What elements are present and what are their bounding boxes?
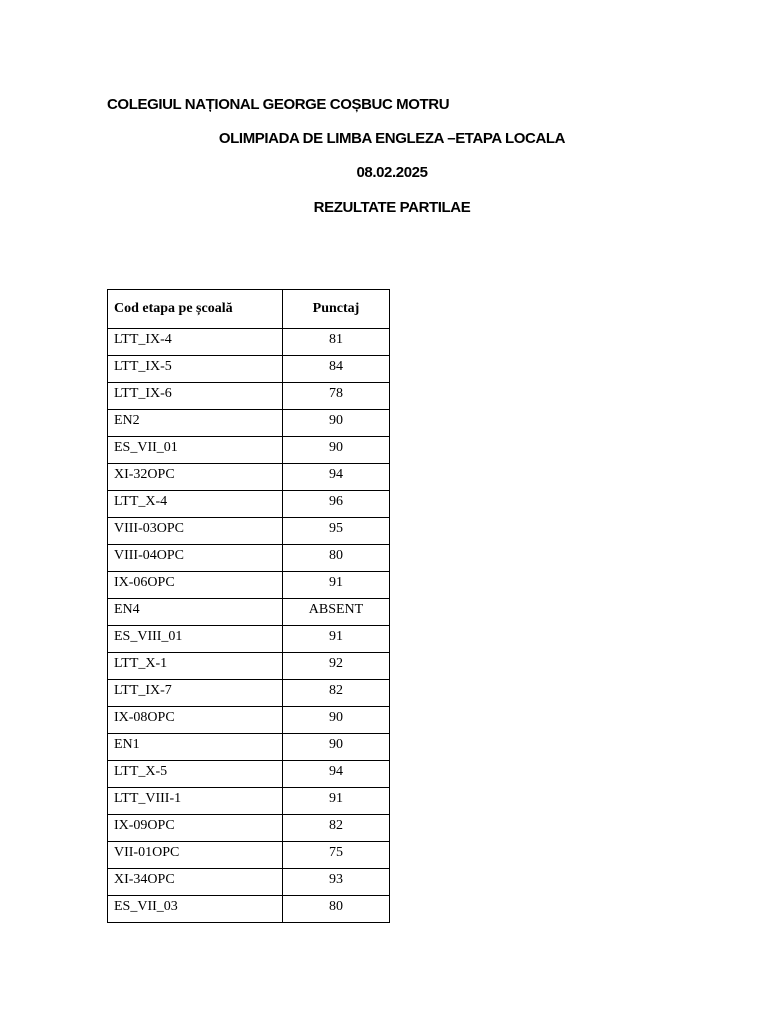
cell-score: 84 (283, 356, 390, 383)
cell-code: IX-08OPC (108, 707, 283, 734)
table-row (108, 491, 390, 518)
cell-code: EN1 (108, 734, 283, 761)
cell-code: VIII-04OPC (108, 545, 283, 572)
event-date: 08.02.2025 (356, 164, 428, 181)
table-header-row (108, 290, 390, 329)
table-row (108, 383, 390, 410)
cell-score: 94 (283, 464, 390, 491)
results-table (107, 289, 390, 923)
cell-code: LTT_X-1 (108, 653, 283, 680)
cell-score: 81 (283, 329, 390, 356)
cell-code: XI-32OPC (108, 464, 283, 491)
cell-code: ES_VII_03 (108, 896, 283, 923)
cell-code: LTT_IX-7 (108, 680, 283, 707)
cell-code: EN4 (108, 599, 283, 626)
table-row (108, 626, 390, 653)
cell-score: 94 (283, 761, 390, 788)
cell-code: XI-34OPC (108, 869, 283, 896)
cell-score: 90 (283, 734, 390, 761)
table-row (108, 329, 390, 356)
cell-score: 91 (283, 788, 390, 815)
cell-score: 90 (283, 707, 390, 734)
cell-code: IX-06OPC (108, 572, 283, 599)
table-row (108, 572, 390, 599)
cell-score: 91 (283, 572, 390, 599)
column-header-code: Cod etapa pe școală (108, 290, 283, 329)
table-row (108, 680, 390, 707)
cell-score: 93 (283, 869, 390, 896)
table-row (108, 437, 390, 464)
cell-score: 91 (283, 626, 390, 653)
table-row (108, 842, 390, 869)
cell-score: 82 (283, 680, 390, 707)
table-row (108, 869, 390, 896)
olympiad-title: OLIMPIADA DE LIMBA ENGLEZA –ETAPA LOCALA (218, 130, 566, 147)
table-row (108, 707, 390, 734)
cell-code: ES_VII_01 (108, 437, 283, 464)
cell-code: LTT_X-4 (108, 491, 283, 518)
cell-score: 95 (283, 518, 390, 545)
cell-code: LTT_IX-4 (108, 329, 283, 356)
cell-code: LTT_IX-6 (108, 383, 283, 410)
school-name: COLEGIUL NAȚIONAL GEORGE COȘBUC MOTRU (107, 96, 450, 113)
results-table-body (108, 329, 390, 923)
table-row (108, 356, 390, 383)
table-row (108, 599, 390, 626)
cell-score: 92 (283, 653, 390, 680)
cell-score: 82 (283, 815, 390, 842)
cell-code: VII-01OPC (108, 842, 283, 869)
cell-code: ES_VIII_01 (108, 626, 283, 653)
cell-score: 90 (283, 410, 390, 437)
table-row (108, 815, 390, 842)
table-row (108, 761, 390, 788)
table-row (108, 653, 390, 680)
table-row (108, 464, 390, 491)
cell-code: LTT_IX-5 (108, 356, 283, 383)
cell-score: ABSENT (283, 599, 390, 626)
cell-score: 80 (283, 545, 390, 572)
cell-code: IX-09OPC (108, 815, 283, 842)
cell-code: LTT_VIII-1 (108, 788, 283, 815)
cell-score: 96 (283, 491, 390, 518)
cell-score: 78 (283, 383, 390, 410)
table-row (108, 734, 390, 761)
table-row (108, 896, 390, 923)
table-row (108, 518, 390, 545)
cell-score: 75 (283, 842, 390, 869)
cell-code: LTT_X-5 (108, 761, 283, 788)
table-row (108, 788, 390, 815)
column-header-score: Punctaj (283, 290, 390, 329)
cell-score: 80 (283, 896, 390, 923)
table-row (108, 545, 390, 572)
cell-code: EN2 (108, 410, 283, 437)
results-title: REZULTATE PARTILAE (313, 199, 471, 216)
cell-score: 90 (283, 437, 390, 464)
cell-code: VIII-03OPC (108, 518, 283, 545)
table-row (108, 410, 390, 437)
